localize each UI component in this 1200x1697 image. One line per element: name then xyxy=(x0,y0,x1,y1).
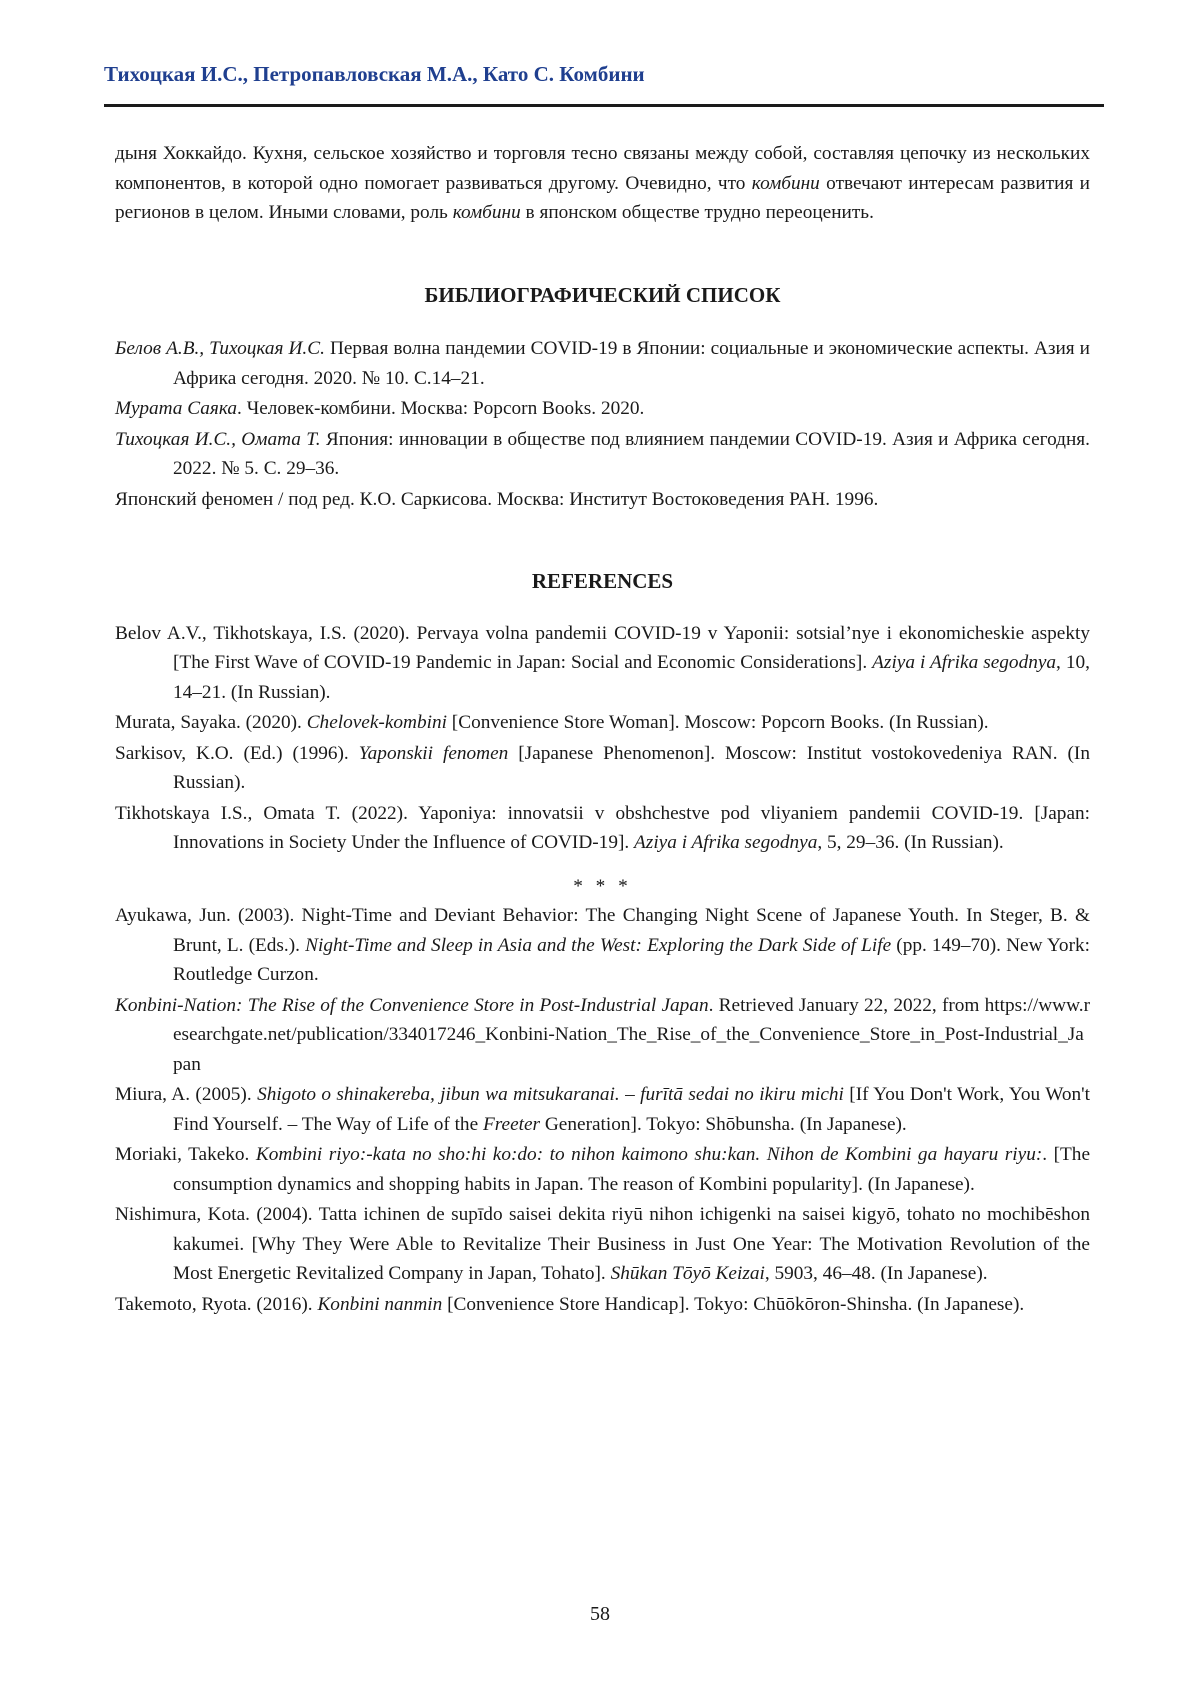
bibliography-list xyxy=(115,334,1090,514)
entry-text: [Convenience Store Woman]. Moscow: Popcorn Books. (In Russian). xyxy=(446,712,989,733)
bibliography-title: БИБЛИОГРАФИЧЕСКИЙ СПИСОК xyxy=(424,282,781,307)
page-content xyxy=(115,139,1090,1320)
entry-text: Generation]. Tokyo: Shōbunsha. (In Japanese). xyxy=(540,1113,907,1135)
references-title: REFERENCES xyxy=(531,569,674,593)
entry-italic: Shūkan Tōyō Keizai xyxy=(610,1263,765,1284)
reference-entry xyxy=(115,739,1090,798)
entry-text: [If You Don't Work, You Won't Find Yourself. – The Way of Life of the xyxy=(173,1084,1090,1135)
entry-text: . [The consumption dynamics and shopping habits in Japan. The reason of Kombini popularity]. (In Japanese). xyxy=(173,1144,1090,1195)
entry-text: Sarkisov, K.O. (Ed.) (1996). xyxy=(115,742,359,764)
intro-text-2: отвечают интересам развития и регионов в целом. Иными словами, роль xyxy=(115,172,1090,223)
entry-text: Tikhotskaya I.S., Omata T. (2022). Yaponiya: innovatsii v obshchestve pod vliyaniem pandemii COVID-19. [Japan: Innovations in Society Under the Influence of COVID-19]. xyxy=(115,802,1090,853)
bibliography-entry xyxy=(115,334,1090,393)
references-extra-list xyxy=(115,901,1090,1319)
reference-entry xyxy=(115,619,1090,708)
entry-text: . Retrieved January 22, 2022, from https://www.researchgate.net/publication/334017246_Konbini-Nation_The_Rise_of_the_Convenience_Store_in_Post-Industrial_Japan xyxy=(173,994,1090,1075)
entry-text: Miura, A. (2005). xyxy=(115,1084,258,1105)
intro-text-3: в японском обществе трудно переоценить. xyxy=(520,202,874,223)
reference-entry xyxy=(115,1200,1090,1289)
entry-italic: Chelovek-kombini xyxy=(306,712,447,733)
entry-italic: Konbini-Nation: The Rise of the Convenience Store in Post-Industrial Japan xyxy=(115,994,709,1016)
entry-text: Belov A.V., Tikhotskaya, I.S. (2020). Pervaya volna pandemii COVID-19 v Yaponii: sotsial’nye i ekonomicheskie aspekty [The First Wave of COVID-19 Pandemic in Japan: Social and Economic Considerations]. xyxy=(115,622,1090,673)
reference-entry xyxy=(115,708,1090,738)
intro-paragraph xyxy=(115,139,1090,228)
entry-italic: Aziya i Afrika segodnya xyxy=(634,832,818,853)
bibliography-entry xyxy=(115,485,1090,515)
intro-text-1: дыня Хоккайдо. Кухня, сельское хозяйство и торговля тесно связаны между собой, составляя цепочку из нескольких компонентов, в которой одно помогает развиваться другому. Очевидно, что xyxy=(115,143,1090,194)
entry-text: (pp. 149–70). New York: Routledge Curzon. xyxy=(173,934,1090,985)
entry-text: Takemoto, Ryota. (2016). xyxy=(115,1293,318,1315)
references-list xyxy=(115,619,1090,858)
entry-text: , 10, 14–21. (In Russian). xyxy=(173,652,1090,703)
entry-text: Японский феномен / под ред. К.О. Саркисова. Москва: Институт Востоковедения РАН. 1996. xyxy=(115,488,879,510)
entry-text: Murata, Sayaka. (2020). xyxy=(115,712,307,733)
entry-text: Moriaki, Takeko. xyxy=(115,1144,256,1165)
page-number: 58 xyxy=(590,1603,610,1625)
entry-italic: Yaponskii fenomen xyxy=(358,742,509,764)
entry-italic: Aziya i Afrika segodnya xyxy=(872,652,1057,673)
intro-emphasis-2: комбини xyxy=(452,202,521,223)
entry-text: , 5, 29–36. (In Russian). xyxy=(817,832,1004,853)
reference-entry xyxy=(115,1290,1090,1320)
entry-italic: Kombini riyo:-kata no sho:hi ko:do: to nihon kaimono shu:kan. Nihon de Kombini ga hayaru riyu: xyxy=(255,1144,1043,1165)
entry-text: , 5903, 46–48. (In Japanese). xyxy=(764,1263,988,1284)
header-rule xyxy=(104,104,1104,107)
entry-text: [Convenience Store Handicap]. Tokyo: Chūōkōron-Shinsha. (In Japanese). xyxy=(442,1293,1025,1315)
bibliography-entry xyxy=(115,394,1090,424)
entry-text: [Japanese Phenomenon]. Moscow: Institut vostokovedeniya RAN. (In Russian). xyxy=(173,742,1090,793)
entry-text: Nishimura, Kota. (2004). Tatta ichinen de supīdo saisei dekita riyū nihon ichigenki na saisei kigyō, tohato no mochibēshon kakumei. [Why They Were Able to Revitalize Their Business in Just One Year: The Motivation Revolution of the Most Energetic Revitalized Company in Japan, Tohato]. xyxy=(115,1204,1090,1284)
reference-entry xyxy=(115,1080,1090,1139)
entry-text: Япония: инновации в обществе под влиянием пандемии COVID-19. Азия и Африка сегодня. 2022. № 5. С. 29–36. xyxy=(173,428,1090,479)
entry-authors: Тихоцкая И.С., Омата Т. xyxy=(115,428,321,450)
entry-italic: Freeter xyxy=(482,1113,541,1135)
bibliography-entry xyxy=(115,425,1090,484)
reference-entry xyxy=(115,991,1090,1080)
entry-text: . Человек-комбини. Москва: Popcorn Books. 2020. xyxy=(237,398,645,419)
entry-authors: Мурата Саяка xyxy=(115,398,238,419)
reference-entry xyxy=(115,1140,1090,1199)
entry-italic: Shigoto o shinakereba, jibun wa mitsukaranai. – furītā sedai no ikiru michi xyxy=(257,1084,844,1105)
reference-entry xyxy=(115,901,1090,990)
section-separator: * * * xyxy=(573,875,632,897)
entry-text: Первая волна пандемии COVID-19 в Японии: социальные и экономические аспекты. Азия и Африка сегодня. 2020. № 10. С.14–21. xyxy=(173,338,1090,389)
intro-emphasis-1: комбини xyxy=(751,172,820,194)
running-header: Тихоцкая И.С., Петропавловская М.А., Като С. Комбини xyxy=(104,62,645,86)
entry-authors: Белов А.В., Тихоцкая И.С. xyxy=(115,338,325,359)
entry-italic: Night-Time and Sleep in Asia and the West: Exploring the Dark Side of Life xyxy=(305,934,892,956)
entry-text: Ayukawa, Jun. (2003). Night-Time and Deviant Behavior: The Changing Night Scene of Japanese Youth. In Steger, B. & Brunt, L. (Eds.). xyxy=(115,905,1090,956)
reference-entry xyxy=(115,799,1090,858)
entry-italic: Konbini nanmin xyxy=(317,1293,443,1315)
